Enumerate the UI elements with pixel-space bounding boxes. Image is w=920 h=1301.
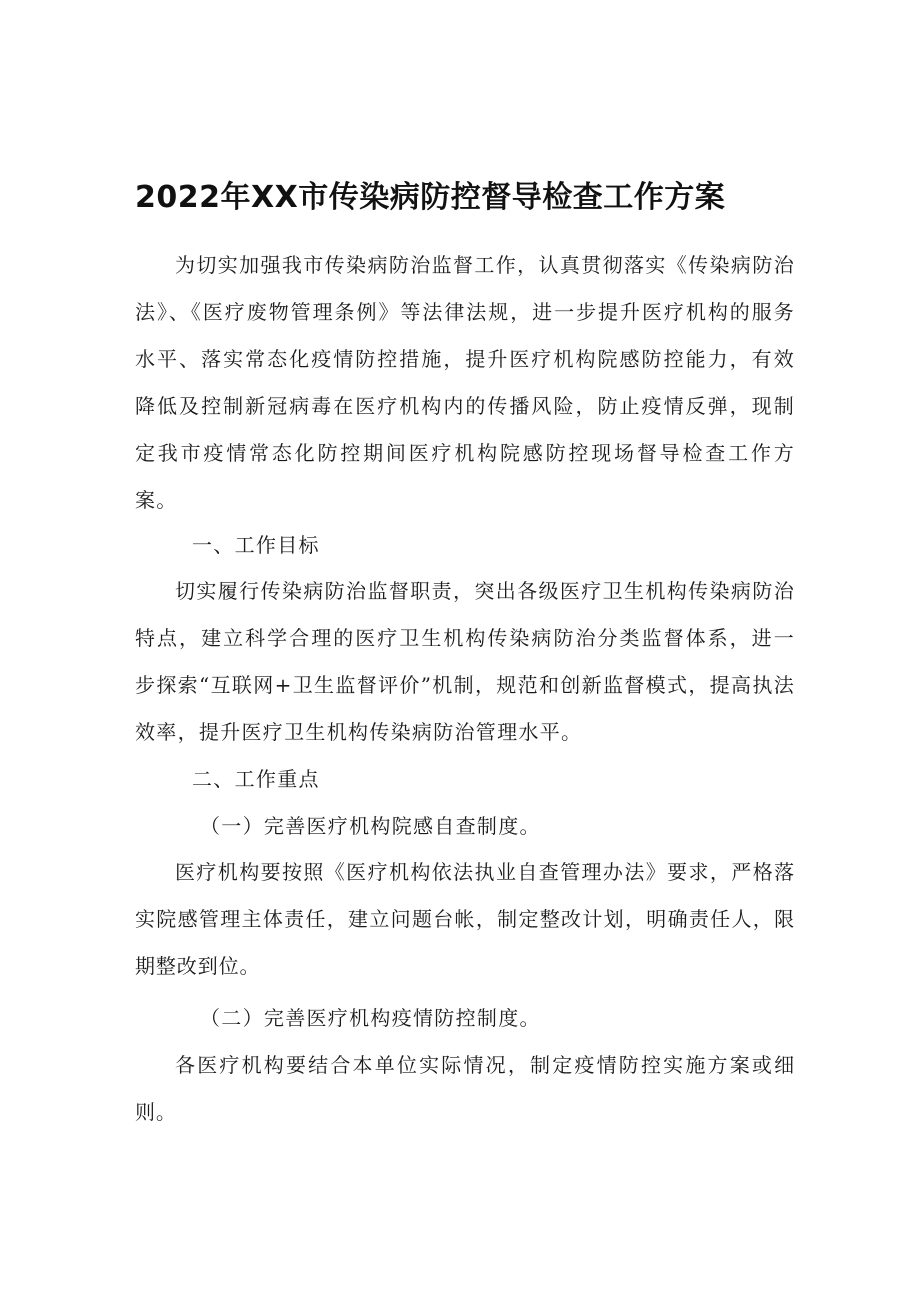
document-title: 2022年XX市传染病防控督导检查工作方案 bbox=[135, 180, 726, 215]
section-1-body: 切实履行传染病防治监督职责，突出各级医疗卫生机构传染病防治特点，建立科学合理的医疗卫生机构传染病防治分类监督体系，进一步探索“互联网+卫生监督评价”机制，规范和创新监督模式，提高执法效率，提升医疗卫生机构传染病防治管理水平。 bbox=[135, 579, 795, 744]
subsection-2-body: 各医疗机构要结合本单位实际情况，制定疫情防控实施方案或细则。 bbox=[135, 1053, 795, 1124]
section-1-heading: 一、工作目标 bbox=[192, 533, 320, 557]
subsection-1-body: 医疗机构要按照《医疗机构依法执业自查管理办法》要求，严格落实院感管理主体责任，建立问题台帐，制定整改计划，明确责任人，限期整改到位。 bbox=[135, 860, 795, 978]
intro-paragraph: 为切实加强我市传染病防治监督工作，认真贯彻落实《传染病防治法》、《医疗废物管理条例》等法律法规，进一步提升医疗机构的服务水平、落实常态化疫情防控措施，提升医疗机构院感防控能力，有效降低及控制新冠病毒在医疗机构内的传播风险，防止疫情反弹，现制定我市疫情常态化防控期间医疗机构院感防控现场督导检查工作方案。 bbox=[135, 253, 795, 512]
subsection-2-heading: （二）完善医疗机构疫情防控制度。 bbox=[200, 1006, 541, 1030]
subsection-1-heading: （一）完善医疗机构院感自查制度。 bbox=[200, 814, 541, 838]
section-2-heading: 二、工作重点 bbox=[192, 767, 320, 791]
